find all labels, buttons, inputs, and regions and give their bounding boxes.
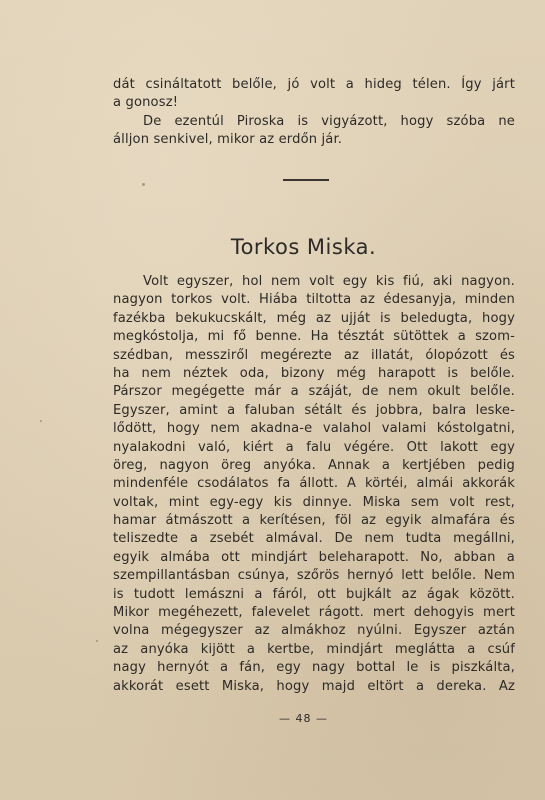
text-line: Párszor megégette már a száját, de nem okult belőle. (113, 384, 515, 400)
text-line: voltak, mint egy-egy kis dinnye. Miska sem volt rest, (113, 494, 515, 510)
text-line: hamar átmászott a kerítésen, föl az egyik almafára és (113, 513, 515, 529)
text-line: Mikor megéhezett, falevelet rágott. mert dehogyis mert (113, 605, 515, 621)
text-line: mindenféle csodálatos fa állott. A körtéi, almái akkorák (113, 476, 515, 492)
text-line: teliszedte a zsebét almával. De nem tudta megállni, (113, 531, 515, 547)
chapter-title: Torkos Miska. (230, 235, 377, 259)
text-line: lődött, hogy nem akadna-e valahol valami kóstolgatni, (113, 421, 515, 437)
text-line: volna mégegyszer az almákhoz nyúlni. Egyszer aztán (113, 623, 515, 639)
text-line: nagyon torkos volt. Hiába tiltotta az édesanyja, minden (113, 292, 515, 308)
text-line: fazékba bekukucskált, még az ujját is beledugta, hogy (113, 310, 515, 326)
text-line: szempillantásban csúnya, szőrös hernyó lett belőle. Nem (113, 568, 515, 584)
text-line: Egyszer, amint a faluban sétált és jobbra, balra leske- (113, 402, 515, 418)
text-line: megkóstolja, mi fő benne. Ha tésztát sütöttek a szom- (113, 329, 515, 345)
text-line: szédban, messziről megérezte az illatát, ólopózott és (113, 347, 515, 363)
paper-speck (96, 640, 98, 642)
previous-story-ending (113, 76, 515, 150)
story-body (113, 273, 515, 696)
section-divider (283, 179, 329, 181)
text-line: ha nem néztek oda, bizony még harapott is belőle. (113, 365, 515, 381)
text-line: nagy hernyót a fán, egy nagy bottal le is piszkálta, (113, 660, 515, 676)
paper-speck (40, 420, 42, 422)
text-line: az anyóka kijött a kertbe, mindjárt meglátta a csúf (113, 641, 515, 657)
text-line: álljon senkivel, mikor az erdőn jár. (113, 132, 343, 148)
text-line: De ezentúl Piroska is vigyázott, hogy szóba ne (143, 113, 515, 129)
paper-speck (142, 183, 145, 186)
text-line: egyik almába ott mindjárt beleharapott. No, abban a (113, 549, 515, 565)
text-line: öreg, nagyon öreg anyóka. Annak a kertjében pedig (113, 457, 515, 473)
text-line: dát csináltatott belőle, jó volt a hideg télen. Így járt (113, 77, 515, 92)
text-line: a gonosz! (113, 95, 179, 111)
page-number: — 48 — (279, 712, 328, 725)
text-line: is tudott lemászni a fáról, ott bujkált az ágak között. (113, 586, 515, 602)
text-line: Volt egyszer, hol nem volt egy kis fiú, aki nagyon. (143, 274, 515, 289)
text-line: akkorát esett Miska, hogy majd eltört a dereka. Az (113, 678, 515, 694)
text-line: nyalakodni való, kiért a falu végére. Ott lakott egy (113, 439, 515, 455)
